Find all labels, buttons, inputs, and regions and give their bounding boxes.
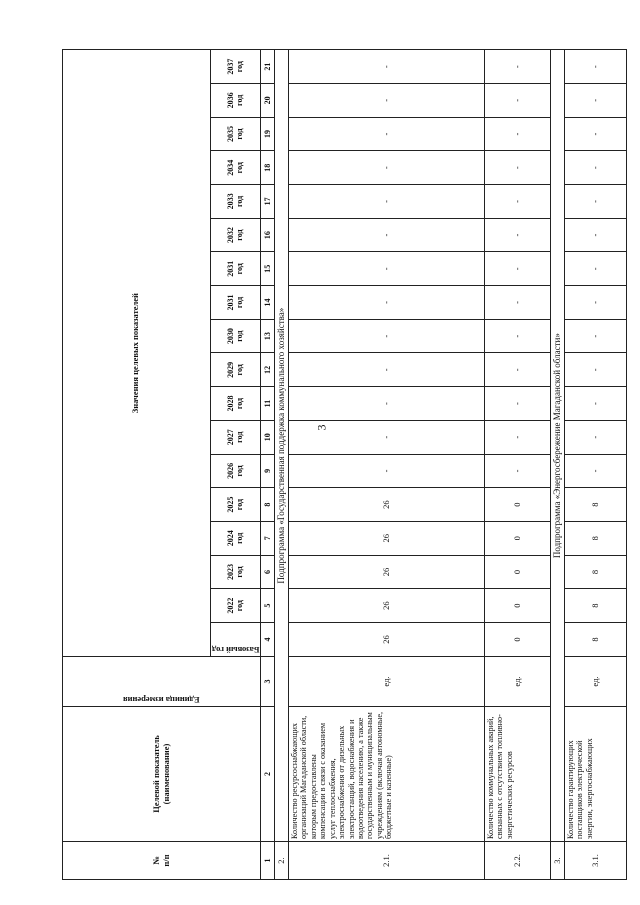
value-cell: -	[289, 151, 485, 185]
value-cell: -	[485, 387, 551, 421]
indicator-name: Количество ресурсоснабжающих организаций Магаданской области, которым предоставлены компенсации в связи с оказанием услуг теплоснабжения, электроснабжения от дизельных электростанций, водоснабжения и водоотведения населению, а также государственным и муниципальным учреждениям (включая автономные, бюджетные и казенные)	[289, 707, 485, 842]
col-number: 1	[261, 842, 275, 880]
value-cell: -	[485, 218, 551, 252]
subprogram-title: Подпрограмма «Государственная поддержка коммунального хозяйства»	[275, 50, 289, 842]
col-number: 3	[261, 657, 275, 707]
page-number: 3	[314, 424, 329, 431]
col-number: 4	[261, 623, 275, 657]
row-number: 2.1.	[289, 842, 485, 880]
header-unit	[63, 657, 261, 707]
value-cell: 26	[289, 521, 485, 555]
header-year: 2031 год	[210, 252, 260, 286]
header-year: 2033 год	[210, 185, 260, 219]
value-cell: -	[485, 353, 551, 387]
header-year: 2026 год	[210, 454, 260, 488]
rotated-table-container	[62, 60, 627, 880]
value-cell: -	[485, 252, 551, 286]
value-cell: 26	[289, 555, 485, 589]
header-row-1	[63, 50, 211, 880]
value-cell: -	[485, 84, 551, 118]
value-cell: -	[485, 185, 551, 219]
value-cell: -	[485, 319, 551, 353]
value-cell: -	[565, 50, 627, 84]
value-cell: -	[565, 84, 627, 118]
header-values-group: Значения целевых показателей	[63, 50, 211, 657]
col-number: 16	[261, 218, 275, 252]
value-cell: 0	[485, 555, 551, 589]
header-np: № п/п	[63, 842, 261, 880]
value-cell: 26	[289, 589, 485, 623]
value-cell: -	[289, 319, 485, 353]
header-base-year-text: Базовый год	[211, 645, 259, 655]
table-row	[565, 50, 627, 880]
header-year: 2023 год	[210, 555, 260, 589]
value-cell: 8	[565, 555, 627, 589]
value-cell: -	[565, 151, 627, 185]
value-cell: 8	[565, 521, 627, 555]
value-cell: -	[485, 286, 551, 320]
col-number: 11	[261, 387, 275, 421]
col-number: 14	[261, 286, 275, 320]
value-cell: -	[565, 387, 627, 421]
col-number: 5	[261, 589, 275, 623]
value-cell: -	[289, 252, 485, 286]
value-cell: -	[289, 185, 485, 219]
col-number: 6	[261, 555, 275, 589]
col-number: 7	[261, 521, 275, 555]
value-cell: -	[565, 420, 627, 454]
value-cell: -	[565, 454, 627, 488]
col-number: 17	[261, 185, 275, 219]
table-row	[485, 50, 551, 880]
value-cell: -	[565, 286, 627, 320]
value-cell: -	[565, 117, 627, 151]
col-number: 19	[261, 117, 275, 151]
value-cell: -	[289, 286, 485, 320]
value-cell: -	[565, 185, 627, 219]
value-cell: 0	[485, 623, 551, 657]
col-number: 12	[261, 353, 275, 387]
subprogram-row	[275, 50, 289, 880]
subprogram-number: 3.	[551, 842, 565, 880]
value-cell: -	[289, 420, 485, 454]
header-year: 2029 год	[210, 353, 260, 387]
value-cell: -	[289, 454, 485, 488]
value-cell: 8	[565, 589, 627, 623]
value-cell: -	[289, 218, 485, 252]
value-cell: -	[565, 353, 627, 387]
header-year: 2035 год	[210, 117, 260, 151]
value-cell: 0	[485, 521, 551, 555]
col-number: 20	[261, 84, 275, 118]
value-cell: 8	[565, 488, 627, 522]
table-row	[289, 50, 485, 880]
header-year: 2030 год	[210, 319, 260, 353]
col-number: 2	[261, 707, 275, 842]
header-year: 2031 год	[210, 286, 260, 320]
header-year: 2025 год	[210, 488, 260, 522]
unit-cell: ед.	[485, 657, 551, 707]
value-cell: 26	[289, 623, 485, 657]
value-cell: -	[289, 50, 485, 84]
subprogram-number: 2.	[275, 842, 289, 880]
indicator-name: Количество гарантирующих поставщиков электрической энергии, энергоснабжающих	[565, 707, 627, 842]
value-cell: 8	[565, 623, 627, 657]
header-year: 2037 год	[210, 50, 260, 84]
header-year: 2022 год	[210, 589, 260, 623]
col-number: 18	[261, 151, 275, 185]
col-number: 21	[261, 50, 275, 84]
value-cell: -	[485, 420, 551, 454]
value-cell: -	[485, 151, 551, 185]
value-cell: -	[565, 218, 627, 252]
value-cell: -	[565, 319, 627, 353]
header-base-year	[210, 623, 260, 657]
row-number: 3.1.	[565, 842, 627, 880]
col-number: 9	[261, 454, 275, 488]
col-number: 8	[261, 488, 275, 522]
row-number: 2.2.	[485, 842, 551, 880]
header-year: 2032 год	[210, 218, 260, 252]
col-number: 13	[261, 319, 275, 353]
header-indicator: Целевой показатель (наименование)	[63, 707, 261, 842]
value-cell: -	[289, 117, 485, 151]
unit-cell: ед.	[565, 657, 627, 707]
value-cell: 0	[485, 589, 551, 623]
value-cell: -	[485, 454, 551, 488]
header-year: 2034 год	[210, 151, 260, 185]
target-indicators-table	[62, 49, 627, 880]
value-cell: -	[289, 387, 485, 421]
value-cell: 0	[485, 488, 551, 522]
header-year: 2027 год	[210, 420, 260, 454]
col-number: 15	[261, 252, 275, 286]
value-cell: -	[289, 84, 485, 118]
header-unit-text: Единица измерения	[123, 695, 200, 705]
header-year: 2024 год	[210, 521, 260, 555]
subprogram-row	[551, 50, 565, 880]
column-numbers-row	[261, 50, 275, 880]
value-cell: -	[289, 353, 485, 387]
header-year: 2028 год	[210, 387, 260, 421]
value-cell: 26	[289, 488, 485, 522]
value-cell: -	[485, 50, 551, 84]
subprogram-title: Подпрограмма «Энергосбережение Магаданской области»	[551, 50, 565, 842]
indicator-name: Количество коммунальных аварий, связанных с отсутствием топливно-энергетических ресурсов	[485, 707, 551, 842]
value-cell: -	[485, 117, 551, 151]
value-cell: -	[565, 252, 627, 286]
unit-cell: ед.	[289, 657, 485, 707]
header-year: 2036 год	[210, 84, 260, 118]
col-number: 10	[261, 420, 275, 454]
